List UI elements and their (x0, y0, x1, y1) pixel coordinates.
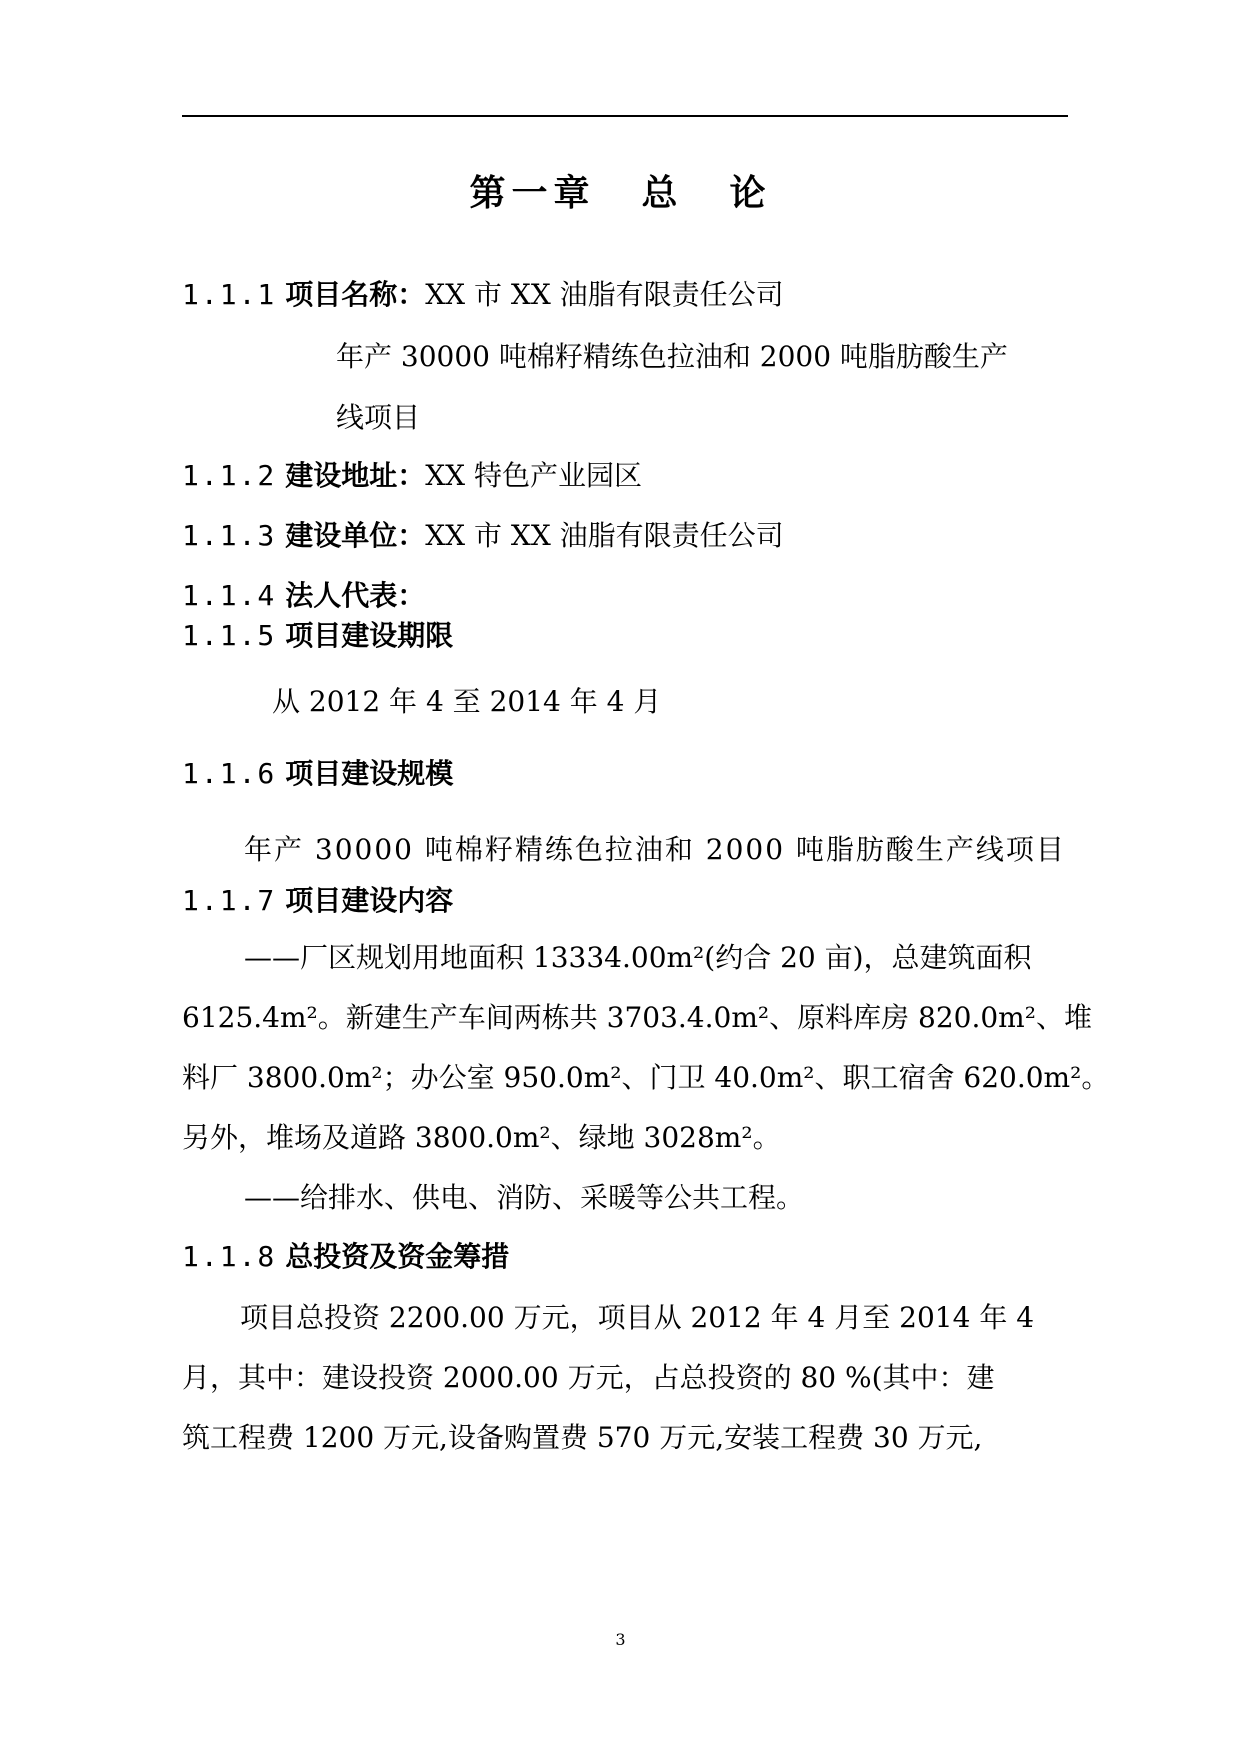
section-number: 1.1.1 (182, 278, 277, 311)
section-value: XX 市 XX 油脂有限责任公司 (425, 519, 784, 552)
section-1-1-1-cont2: 线项目 (336, 401, 421, 434)
section-label: 法人代表： (285, 579, 426, 612)
page-number: 3 (615, 1630, 626, 1649)
section-number: 1.1.5 (182, 619, 277, 652)
header-rule (182, 115, 1068, 117)
section-1-1-6-body: 年产 30000 吨棉籽精练色拉油和 2000 吨脂肪酸生产线项目 (244, 833, 1066, 866)
section-1-1-1-cont1: 年产 30000 吨棉籽精练色拉油和 2000 吨脂肪酸生产 (336, 340, 1008, 373)
section-1-1-7-line4: 另外，堆场及道路 3800.0m²、绿地 3028m²。 (182, 1121, 781, 1154)
section-number: 1.1.4 (182, 579, 277, 612)
section-number: 1.1.7 (182, 884, 277, 917)
section-value: XX 市 XX 油脂有限责任公司 (425, 278, 784, 311)
section-1-1-7-line5: ——给排水、供电、消防、采暖等公共工程。 (244, 1181, 805, 1214)
section-number: 1.1.6 (182, 757, 277, 790)
section-label: 项目建设内容 (285, 884, 454, 917)
section-1-1-7-line2: 6125.4m²。新建生产车间两栋共 3703.4.0m²、原料库房 820.0m²、堆 (182, 1001, 1092, 1034)
section-1-1-8-line2: 月，其中：建设投资 2000.00 万元，占总投资的 80 %(其中：建 (182, 1361, 995, 1394)
chapter-title-part2: 总 (641, 173, 684, 214)
section-1-1-7-line1: ——厂区规划用地面积 13334.00m²(约合 20 亩)，总建筑面积 (244, 941, 1032, 974)
section-value: XX 特色产业园区 (425, 459, 642, 492)
chapter-title-part1: 第一章 (469, 173, 596, 214)
section-1-1-2 (182, 459, 642, 492)
section-1-1-5-body: 从 2012 年 4 至 2014 年 4 月 (272, 685, 662, 718)
section-1-1-8 (182, 1240, 510, 1273)
section-label: 项目名称： (285, 278, 426, 311)
section-number: 1.1.8 (182, 1240, 277, 1273)
section-label: 建设单位： (285, 519, 426, 552)
section-1-1-8-line1: 项目总投资 2200.00 万元，项目从 2012 年 4 月至 2014 年 4 (240, 1301, 1035, 1334)
section-1-1-5 (182, 619, 454, 652)
section-1-1-7-line3: 料厂 3800.0m²；办公室 950.0m²、门卫 40.0m²、职工宿舍 620.0m²。 (182, 1061, 1110, 1094)
chapter-title (0, 165, 1241, 216)
section-1-1-7 (182, 884, 454, 917)
section-1-1-4 (182, 579, 426, 612)
section-1-1-8-line3: 筑工程费 1200 万元,设备购置费 570 万元,安装工程费 30 万元, (182, 1421, 983, 1454)
section-1-1-3 (182, 519, 784, 552)
section-label: 项目建设规模 (285, 757, 454, 790)
chapter-title-part3: 论 (729, 173, 772, 214)
section-1-1-6 (182, 757, 454, 790)
section-number: 1.1.3 (182, 519, 277, 552)
section-number: 1.1.2 (182, 459, 277, 492)
section-label: 总投资及资金筹措 (285, 1240, 510, 1273)
section-label: 建设地址： (285, 459, 426, 492)
section-label: 项目建设期限 (285, 619, 454, 652)
section-1-1-1 (182, 278, 784, 311)
